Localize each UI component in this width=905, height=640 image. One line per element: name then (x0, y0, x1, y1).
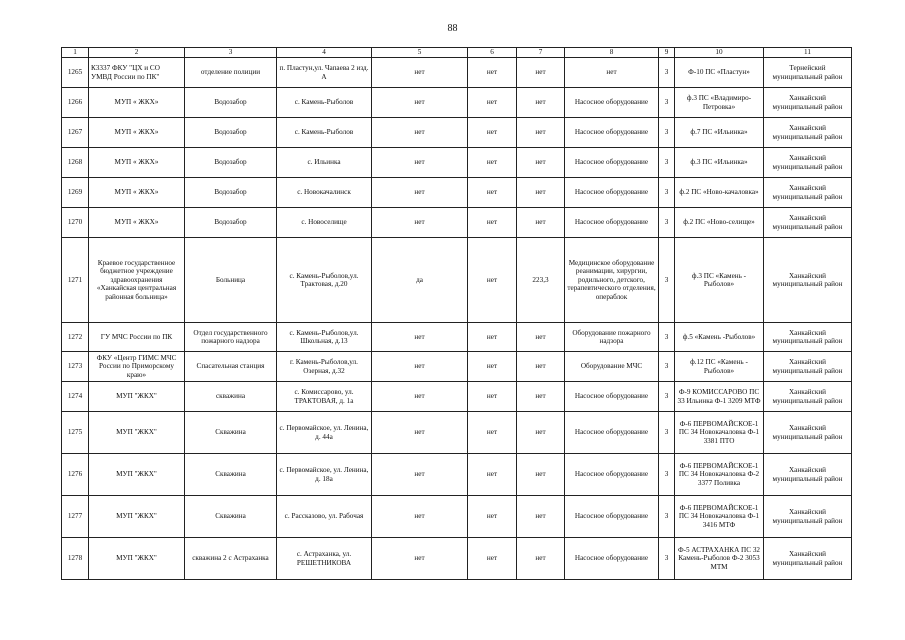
table-cell: нет (468, 208, 517, 238)
table-cell: нет (517, 323, 565, 352)
table-cell: Ханкайский муниципальный район (764, 454, 852, 496)
table-cell: нет (468, 88, 517, 118)
table-row (62, 58, 852, 88)
table-cell: Водозабор (185, 88, 277, 118)
table-cell: Ф-6 ПЕРВОМАЙСКОЕ-1 ПС 34 Новокачаловка Ф-2 3377 Поливка (675, 454, 764, 496)
table-cell: нет (468, 538, 517, 580)
table-row (62, 238, 852, 323)
table-cell: 3 (659, 118, 675, 148)
table-cell: 223,3 (517, 238, 565, 323)
table-header-row (62, 48, 852, 58)
table-cell: нет (565, 58, 659, 88)
table-cell: Ханкайский муниципальный район (764, 323, 852, 352)
table-cell: К3337 ФКУ "ЦХ и СО УМВД России по ПК" (89, 58, 185, 88)
table-cell: ГУ МЧС России по ПК (89, 323, 185, 352)
table-cell: Насосное оборудование (565, 88, 659, 118)
table-cell: Ханкайский муниципальный район (764, 88, 852, 118)
table-cell: скважина (185, 382, 277, 412)
table-cell: Спасательная станция (185, 352, 277, 382)
table-cell: нет (372, 352, 468, 382)
table-cell: ФКУ «Центр ГИМС МЧС России по Приморскому краю» (89, 352, 185, 382)
table-cell: Отдел государственного пожарного надзора (185, 323, 277, 352)
table-cell: ф.3 ПС «Владимиро-Петровка» (675, 88, 764, 118)
table-cell: Ф-10 ПС «Пластун» (675, 58, 764, 88)
table-cell: нет (517, 496, 565, 538)
table-cell: МУП « ЖКХ» (89, 208, 185, 238)
table-cell: нет (517, 148, 565, 178)
table-cell: МУП "ЖКХ" (89, 496, 185, 538)
table-cell: Ханкайский муниципальный район (764, 412, 852, 454)
table-cell: ф.5 «Камень -Рыболов» (675, 323, 764, 352)
table-cell: Ханкайский муниципальный район (764, 496, 852, 538)
table-cell: нет (468, 118, 517, 148)
table-cell: Скважина (185, 412, 277, 454)
table-row (62, 496, 852, 538)
table-cell: ф.7 ПС «Ильинка» (675, 118, 764, 148)
column-header: 6 (468, 48, 517, 58)
column-header: 3 (185, 48, 277, 58)
table-cell: 1278 (62, 538, 89, 580)
table-cell: ф.2 ПС «Ново-качаловка» (675, 178, 764, 208)
table-cell: Тернейский муниципальный район (764, 58, 852, 88)
table-cell: нет (372, 208, 468, 238)
column-header: 11 (764, 48, 852, 58)
table-cell: с. Камень-Рыболов (277, 118, 372, 148)
table-cell: Скважина (185, 454, 277, 496)
column-header: 10 (675, 48, 764, 58)
table-cell: нет (372, 496, 468, 538)
table-cell: нет (517, 88, 565, 118)
table-cell: 1272 (62, 323, 89, 352)
table-cell: нет (372, 538, 468, 580)
table-cell: 3 (659, 323, 675, 352)
table-cell: 1266 (62, 88, 89, 118)
table-cell: скважина 2 с Астраханка (185, 538, 277, 580)
table-cell: нет (517, 412, 565, 454)
table-cell: 1274 (62, 382, 89, 412)
table-cell: 1273 (62, 352, 89, 382)
table-cell: нет (517, 178, 565, 208)
table-cell: нет (517, 208, 565, 238)
table-cell: Скважина (185, 496, 277, 538)
table-cell: с. Новоселище (277, 208, 372, 238)
table-cell: нет (468, 454, 517, 496)
table-cell: ф.2 ПС «Ново-селище» (675, 208, 764, 238)
table-cell: Насосное оборудование (565, 148, 659, 178)
table-row (62, 352, 852, 382)
table-cell: Краевое государственное бюджетное учреждение здравоохранения «Ханкайская центральная районная больница» (89, 238, 185, 323)
table-cell: 3 (659, 538, 675, 580)
column-header: 1 (62, 48, 89, 58)
table-cell: 1271 (62, 238, 89, 323)
table-cell: Ханкайский муниципальный район (764, 352, 852, 382)
table-cell: Насосное оборудование (565, 496, 659, 538)
column-header: 9 (659, 48, 675, 58)
table-cell: Ханкайский муниципальный район (764, 178, 852, 208)
table-cell: нет (468, 178, 517, 208)
table-cell: 3 (659, 208, 675, 238)
table-cell: МУП "ЖКХ" (89, 412, 185, 454)
table-cell: с. Первомайское, ул. Ленина, д. 18а (277, 454, 372, 496)
table-cell: Насосное оборудование (565, 118, 659, 148)
table-row (62, 454, 852, 496)
table-cell: с. Рассказово, ул. Рабочая (277, 496, 372, 538)
table-cell: с. Новокачалинск (277, 178, 372, 208)
table-cell: МУП « ЖКХ» (89, 88, 185, 118)
table-cell: нет (468, 412, 517, 454)
table-cell: Водозабор (185, 178, 277, 208)
table-row (62, 538, 852, 580)
table-cell: 3 (659, 148, 675, 178)
table-cell: Ханкайский муниципальный район (764, 148, 852, 178)
table-cell: ф.3 ПС «Ильинка» (675, 148, 764, 178)
table-cell: с. Камень-Рыболов (277, 88, 372, 118)
table-cell: 1276 (62, 454, 89, 496)
table-cell: Насосное оборудование (565, 454, 659, 496)
table-cell: 1270 (62, 208, 89, 238)
table-cell: 1267 (62, 118, 89, 148)
table-cell: ф.3 ПС «Камень - Рыболов» (675, 238, 764, 323)
table-cell: с. Комиссарово, ул. ТРАКТОВАЯ, д. 1а (277, 382, 372, 412)
table-cell: 3 (659, 412, 675, 454)
table-cell: 1275 (62, 412, 89, 454)
table-cell: нет (468, 352, 517, 382)
table-cell: Ханкайский муниципальный район (764, 538, 852, 580)
table-cell: г. Камень-Рыболов,ул. Озерная, д.32 (277, 352, 372, 382)
table-cell: 1268 (62, 148, 89, 178)
table-cell: Насосное оборудование (565, 382, 659, 412)
table-row (62, 148, 852, 178)
table-cell: нет (468, 58, 517, 88)
table-cell: Водозабор (185, 118, 277, 148)
table-cell: отделение полиции (185, 58, 277, 88)
table-cell: 1265 (62, 58, 89, 88)
table-cell: Ханкайский муниципальный район (764, 382, 852, 412)
table-row (62, 412, 852, 454)
table-cell: Медицинское оборудование реанимации, хирургии, родильного, детского, терапевтического отделения, операблок (565, 238, 659, 323)
table-cell: 3 (659, 496, 675, 538)
table-cell: Ханкайский муниципальный район (764, 238, 852, 323)
table-cell: Ханкайский муниципальный район (764, 118, 852, 148)
table-cell: Насосное оборудование (565, 412, 659, 454)
table-cell: нет (468, 323, 517, 352)
table-cell: Оборудование МЧС (565, 352, 659, 382)
table-cell: нет (517, 118, 565, 148)
table-cell: 3 (659, 382, 675, 412)
table-cell: нет (372, 88, 468, 118)
column-header: 2 (89, 48, 185, 58)
table-cell: 3 (659, 58, 675, 88)
table-cell: Ф-6 ПЕРВОМАЙСКОЕ-1 ПС 34 Новокачаловка Ф-1 3381 ПТО (675, 412, 764, 454)
table-cell: нет (372, 412, 468, 454)
table-cell: нет (372, 454, 468, 496)
table-cell: нет (372, 148, 468, 178)
table-cell: нет (517, 58, 565, 88)
table-row (62, 118, 852, 148)
table-cell: нет (468, 238, 517, 323)
table-cell: Ф-9 КОМИССАРОВО ПС 33 Ильинка Ф-1 3209 МТФ (675, 382, 764, 412)
table-cell: нет (468, 496, 517, 538)
table-row (62, 382, 852, 412)
column-header: 5 (372, 48, 468, 58)
table-cell: нет (468, 382, 517, 412)
table-cell: 1277 (62, 496, 89, 538)
table-cell: МУП « ЖКХ» (89, 178, 185, 208)
table-cell: Водозабор (185, 208, 277, 238)
table-row (62, 323, 852, 352)
table-cell: п. Пластун,ул. Чапаева 2 изд. А (277, 58, 372, 88)
page-number: 88 (447, 23, 458, 34)
table-cell: МУП « ЖКХ» (89, 148, 185, 178)
table-cell: с. Камень-Рыболов,ул. Трактовая, д.20 (277, 238, 372, 323)
table-cell: с. Астраханка, ул. РЕШЕТНИКОВА (277, 538, 372, 580)
table-cell: МУП "ЖКХ" (89, 382, 185, 412)
table-cell: нет (372, 323, 468, 352)
table-row (62, 208, 852, 238)
table-row (62, 88, 852, 118)
table-cell: нет (517, 538, 565, 580)
table-cell: нет (517, 352, 565, 382)
table-cell: 3 (659, 238, 675, 323)
table-cell: 3 (659, 352, 675, 382)
table-cell: с. Первомайское, ул. Ленина, д. 44а (277, 412, 372, 454)
table-cell: Насосное оборудование (565, 178, 659, 208)
table-cell: с. Камень-Рыболов,ул. Школьная, д.13 (277, 323, 372, 352)
table-cell: МУП « ЖКХ» (89, 118, 185, 148)
table-cell: 1269 (62, 178, 89, 208)
table-cell: Водозабор (185, 148, 277, 178)
table-cell: да (372, 238, 468, 323)
table-cell: МУП "ЖКХ" (89, 538, 185, 580)
table-cell: Ф-6 ПЕРВОМАЙСКОЕ-1 ПС 34 Новокачаловка Ф-1 3416 МТФ (675, 496, 764, 538)
table-cell: нет (517, 454, 565, 496)
table-cell: нет (372, 118, 468, 148)
table-cell: нет (517, 382, 565, 412)
table-cell: Больница (185, 238, 277, 323)
table-cell: Оборудование пожарного надзора (565, 323, 659, 352)
column-header: 4 (277, 48, 372, 58)
table-cell: нет (372, 58, 468, 88)
table-cell: 3 (659, 88, 675, 118)
table-cell: 3 (659, 178, 675, 208)
column-header: 8 (565, 48, 659, 58)
table-row (62, 178, 852, 208)
table-cell: Насосное оборудование (565, 538, 659, 580)
table-cell: 3 (659, 454, 675, 496)
column-header: 7 (517, 48, 565, 58)
table-cell: МУП "ЖКХ" (89, 454, 185, 496)
table-cell: ф.12 ПС «Камень - Рыболов» (675, 352, 764, 382)
table-cell: Насосное оборудование (565, 208, 659, 238)
facility-table (61, 47, 852, 580)
table-cell: Ф-5 АСТРАХАНКА ПС 32 Камень-Рыболов Ф-2 3053 МТМ (675, 538, 764, 580)
table-cell: с. Ильинка (277, 148, 372, 178)
table-cell: нет (372, 382, 468, 412)
table-cell: нет (468, 148, 517, 178)
table-cell: Ханкайский муниципальный район (764, 208, 852, 238)
table-cell: нет (372, 178, 468, 208)
